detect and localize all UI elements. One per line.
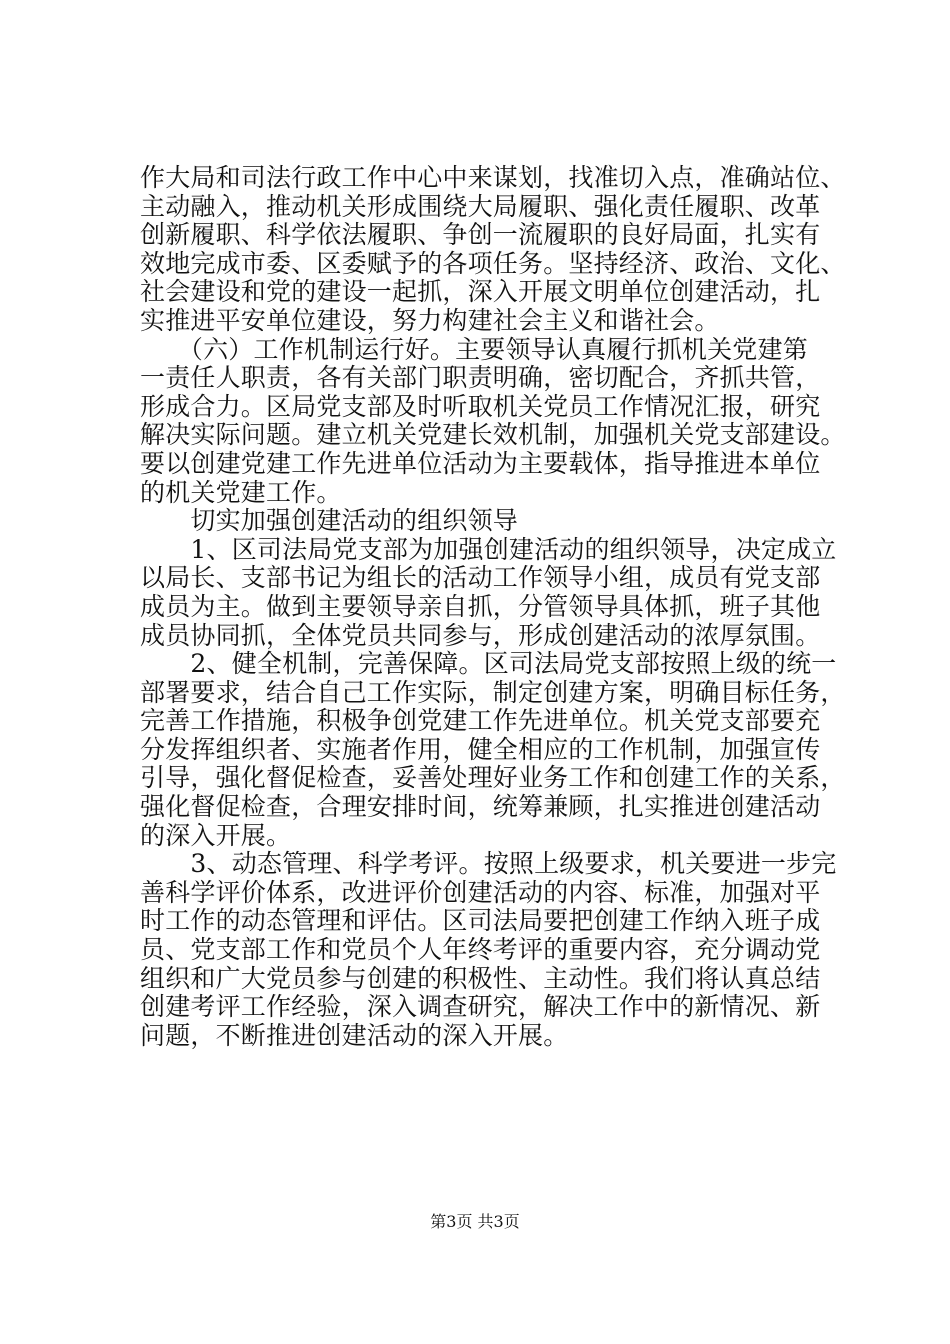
- text-line: 社会建设和党的建设一起抓，深入开展文明单位创建活动，扎: [140, 277, 821, 307]
- text-line: 创建考评工作经验，深入调查研究，解决工作中的新情况、新: [140, 992, 821, 1022]
- text-line: 一责任人职责，各有关部门职责明确，密切配合，齐抓共管，: [140, 363, 821, 393]
- page-footer: [0, 1212, 950, 1232]
- text-line: 组织和广大党员参与创建的积极性、主动性。我们将认真总结: [140, 963, 821, 993]
- text-line: 效地完成市委、区委赋予的各项任务。坚持经济、政治、文化、: [140, 248, 846, 278]
- text-line: 完善工作措施，积极争创党建工作先进单位。机关党支部要充: [140, 706, 821, 736]
- text-line: 善科学评价体系，改进评价创建活动的内容、标准，加强对平: [140, 877, 821, 907]
- text-line: 的深入开展。: [140, 820, 292, 850]
- body-text: [140, 163, 846, 1050]
- text-line: 2、健全机制，完善保障。区司法局党支部按照上级的统一: [140, 649, 837, 679]
- section-heading: 切实加强创建活动的组织领导: [140, 506, 519, 536]
- text-line: 要以创建党建工作先进单位活动为主要载体，指导推进本单位: [140, 448, 821, 478]
- text-line: 时工作的动态管理和评估。区司法局要把创建工作纳入班子成: [140, 906, 821, 936]
- text-line: 作大局和司法行政工作中心中来谋划，找准切入点，准确站位、: [140, 163, 846, 192]
- text-line: 3、动态管理、科学考评。按照上级要求，机关要进一步完: [140, 849, 837, 879]
- text-line: 形成合力。区局党支部及时听取机关党员工作情况汇报，研究: [140, 391, 821, 421]
- text-line: 创新履职、科学依法履职、争创一流履职的良好局面，扎实有: [140, 220, 821, 250]
- text-line: 员、党支部工作和党员个人年终考评的重要内容，充分调动党: [140, 935, 821, 965]
- text-line: 的机关党建工作。: [140, 477, 342, 507]
- text-line: 部署要求，结合自己工作实际，制定创建方案，明确目标任务，: [140, 677, 846, 707]
- text-line: 引导，强化督促检查，妥善处理好业务工作和创建工作的关系，: [140, 763, 846, 793]
- text-line: 主动融入，推动机关形成围绕大局履职、强化责任履职、改革: [140, 191, 821, 221]
- page-number: 第3页 共3页: [430, 1212, 520, 1231]
- text-line: 实推进平安单位建设，努力构建社会主义和谐社会。: [140, 305, 720, 335]
- text-line: 1、区司法局党支部为加强创建活动的组织领导，决定成立: [140, 534, 837, 564]
- text-line: 成员为主。做到主要领导亲自抓，分管领导具体抓，班子其他: [140, 591, 821, 621]
- text-line: 解决实际问题。建立机关党建长效机制，加强机关党支部建设。: [140, 420, 846, 450]
- text-line: 分发挥组织者、实施者作用，健全相应的工作机制，加强宣传: [140, 734, 821, 764]
- text-line: 强化督促检查，合理安排时间，统筹兼顾，扎实推进创建活动: [140, 792, 821, 822]
- text-line: 问题，不断推进创建活动的深入开展。: [140, 1020, 569, 1050]
- text-line: 以局长、支部书记为组长的活动工作领导小组，成员有党支部: [140, 563, 821, 593]
- text-line: （六）工作机制运行好。主要领导认真履行抓机关党建第: [140, 334, 808, 364]
- text-line: 成员协同抓，全体党员共同参与，形成创建活动的浓厚氛围。: [140, 620, 821, 650]
